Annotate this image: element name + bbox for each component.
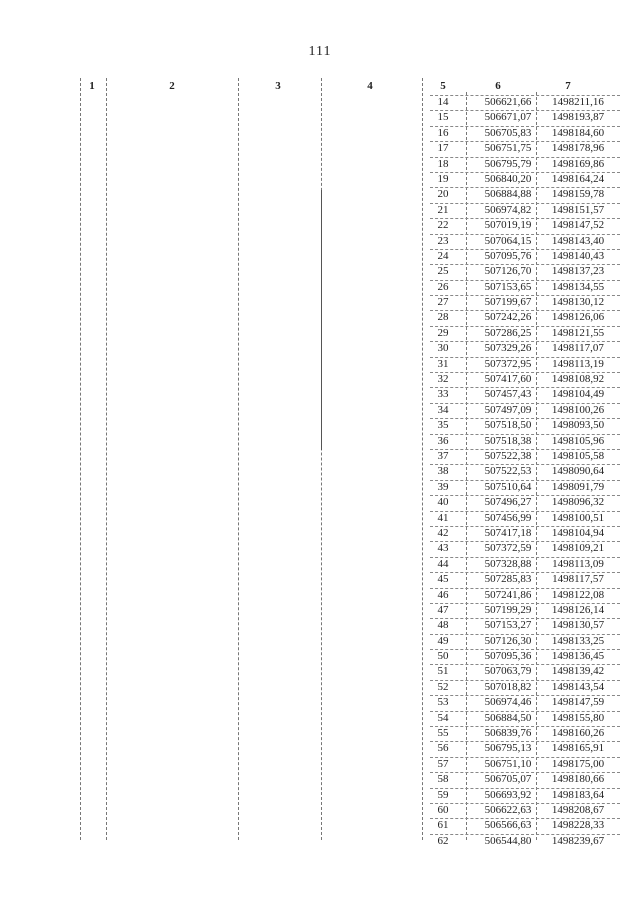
coordinate-y: 1498126,06 (551, 311, 605, 324)
coordinate-x: 506795,79 (484, 157, 532, 170)
coordinate-y: 1498100,51 (551, 511, 605, 524)
coordinate-x: 506839,76 (484, 727, 532, 740)
point-number: 39 (437, 480, 449, 493)
table-row (420, 249, 620, 264)
coordinate-y: 1498143,40 (551, 234, 605, 247)
coordinate-y: 1498104,94 (551, 526, 605, 539)
coordinate-y: 1498147,59 (551, 696, 605, 709)
coordinate-x: 507095,36 (484, 650, 532, 663)
coordinate-x: 507457,43 (484, 388, 532, 401)
point-number: 33 (437, 388, 449, 401)
coordinate-x: 506544,80 (484, 834, 532, 847)
point-number: 31 (437, 357, 449, 370)
table-row (420, 664, 620, 679)
coordinate-y: 1498180,66 (551, 773, 605, 786)
coordinate-x: 506705,07 (484, 773, 532, 786)
coordinate-y: 1498134,55 (551, 280, 605, 293)
column-header-5: 5 (440, 80, 446, 92)
coordinate-y: 1498159,78 (551, 188, 605, 201)
table-row (420, 526, 620, 541)
table-row (420, 218, 620, 233)
table-row (420, 141, 620, 156)
table-row (420, 495, 620, 510)
table-row (420, 326, 620, 341)
table-row (420, 788, 620, 803)
table-row (420, 203, 620, 218)
point-number: 61 (437, 819, 449, 832)
point-number: 17 (437, 142, 449, 155)
table-row (420, 680, 620, 695)
coordinate-x: 507242,26 (484, 311, 532, 324)
point-number: 48 (437, 619, 449, 632)
point-number: 41 (437, 511, 449, 524)
coordinate-y: 1498105,58 (551, 449, 605, 462)
point-number: 44 (437, 557, 449, 570)
table-row (420, 603, 620, 618)
coordinate-x: 506622,63 (484, 803, 532, 816)
point-number: 59 (437, 788, 449, 801)
coordinate-x: 506884,88 (484, 188, 532, 201)
point-number: 57 (437, 757, 449, 770)
point-number: 62 (437, 834, 449, 847)
coordinate-y: 1498091,79 (551, 480, 605, 493)
point-number: 24 (437, 249, 449, 262)
point-number: 32 (437, 373, 449, 386)
coordinate-x: 507241,86 (484, 588, 532, 601)
coordinate-x: 507018,82 (484, 680, 532, 693)
point-number: 25 (437, 265, 449, 278)
coordinate-x: 507417,18 (484, 526, 532, 539)
coordinate-x: 507510,64 (484, 480, 532, 493)
coordinate-x: 507417,60 (484, 373, 532, 386)
table-row (420, 295, 620, 310)
coordinate-x: 507496,27 (484, 496, 532, 509)
coordinate-x: 506974,82 (484, 203, 532, 216)
coordinate-y: 1498109,21 (551, 542, 605, 555)
table-row (420, 803, 620, 818)
column-header-7: 7 (565, 80, 571, 92)
coordinate-x: 507372,95 (484, 357, 532, 370)
coordinate-y: 1498108,92 (551, 373, 605, 386)
coordinate-y: 1498093,50 (551, 419, 605, 432)
table-row (420, 403, 620, 418)
coordinate-y: 1498175,00 (551, 757, 605, 770)
point-number: 49 (437, 634, 449, 647)
coordinate-x: 506751,75 (484, 142, 532, 155)
coordinate-x: 507126,70 (484, 265, 532, 278)
table-row (420, 480, 620, 495)
point-number: 52 (437, 680, 449, 693)
column-header-2: 2 (169, 80, 175, 92)
table-row (420, 157, 620, 172)
point-number: 37 (437, 449, 449, 462)
coordinate-x: 506693,92 (484, 788, 532, 801)
coordinate-x: 506566,63 (484, 819, 532, 832)
coordinate-y: 1498140,43 (551, 249, 605, 262)
point-number: 51 (437, 665, 449, 678)
table-row (420, 434, 620, 449)
table-row (420, 726, 620, 741)
coordinate-y: 1498104,49 (551, 388, 605, 401)
point-number: 54 (437, 711, 449, 724)
coordinate-x: 507285,83 (484, 573, 532, 586)
coordinate-y: 1498169,86 (551, 157, 605, 170)
coordinate-x: 507199,67 (484, 296, 532, 309)
coordinate-x: 507497,09 (484, 403, 532, 416)
coordinate-x: 506671,07 (484, 111, 532, 124)
coordinate-x: 507126,30 (484, 634, 532, 647)
coordinate-x: 507019,19 (484, 219, 532, 232)
table-row (420, 418, 620, 433)
table-row (420, 572, 620, 587)
table-row (420, 126, 620, 141)
coordinate-y: 1498208,67 (551, 803, 605, 816)
coordinate-x: 507199,29 (484, 603, 532, 616)
point-number: 14 (437, 96, 449, 108)
table-row (420, 834, 620, 849)
coordinate-y: 1498113,19 (552, 357, 604, 370)
coordinate-x: 507328,88 (484, 557, 532, 570)
coordinate-y: 1498193,87 (551, 111, 605, 124)
coordinate-y: 1498184,60 (551, 126, 605, 139)
column-header-4: 4 (367, 80, 373, 92)
coordinate-x: 506751,10 (484, 757, 532, 770)
coordinate-y: 1498121,55 (551, 326, 605, 339)
coordinate-x: 507064,15 (484, 234, 532, 247)
point-number: 55 (437, 727, 449, 740)
table-row (420, 464, 620, 479)
coordinate-y: 1498228,33 (551, 819, 605, 832)
coordinate-y: 1498164,24 (551, 172, 605, 185)
coordinate-x: 507063,79 (484, 665, 532, 678)
point-number: 53 (437, 696, 449, 709)
table-row (420, 741, 620, 756)
point-number: 23 (437, 234, 449, 247)
coordinate-y: 1498136,45 (551, 650, 605, 663)
coordinate-x: 507518,38 (484, 434, 532, 447)
table-row (420, 695, 620, 710)
point-number: 20 (437, 188, 449, 201)
coordinate-y: 1498137,23 (551, 265, 605, 278)
point-number: 29 (437, 326, 449, 339)
coordinate-x: 506795,13 (484, 742, 532, 755)
coordinate-y: 1498122,08 (551, 588, 605, 601)
table-row (420, 110, 620, 125)
column-header-3: 3 (275, 80, 281, 92)
coordinate-x: 507372,59 (484, 542, 532, 555)
coordinate-y: 1498147,52 (551, 219, 605, 232)
column-header-6: 6 (495, 80, 501, 92)
table-row (420, 387, 620, 402)
table-row (420, 649, 620, 664)
column-divider (80, 78, 81, 840)
point-number: 58 (437, 773, 449, 786)
coordinate-x: 507329,26 (484, 342, 532, 355)
coordinate-y: 1498239,67 (551, 834, 605, 847)
coordinate-y: 1498211,16 (552, 96, 604, 108)
point-number: 47 (437, 603, 449, 616)
coordinate-y: 1498155,80 (551, 711, 605, 724)
coordinate-y: 1498090,64 (551, 465, 605, 478)
coordinate-y: 1498183,64 (551, 788, 605, 801)
column-divider (106, 78, 107, 840)
table-row (420, 372, 620, 387)
table-row (420, 95, 620, 110)
point-number: 22 (437, 219, 449, 232)
table-row (420, 511, 620, 526)
coordinate-y: 1498117,57 (552, 573, 604, 586)
column-header-1: 1 (89, 80, 95, 92)
table-row (420, 357, 620, 372)
coordinate-rows (420, 95, 620, 849)
coordinate-x: 506884,50 (484, 711, 532, 724)
point-number: 60 (437, 803, 449, 816)
point-number: 34 (437, 403, 449, 416)
coordinate-x: 506974,46 (484, 696, 532, 709)
point-number: 27 (437, 296, 449, 309)
table-row (420, 449, 620, 464)
point-number: 26 (437, 280, 449, 293)
coordinate-y: 1498143,54 (551, 680, 605, 693)
point-number: 16 (437, 126, 449, 139)
point-number: 45 (437, 573, 449, 586)
page-number: 111 (308, 44, 332, 59)
coordinate-y: 1498178,96 (551, 142, 605, 155)
table-row (420, 634, 620, 649)
point-number: 18 (437, 157, 449, 170)
coordinate-x: 507522,53 (484, 465, 532, 478)
table-row (420, 187, 620, 202)
coordinate-y: 1498100,26 (551, 403, 605, 416)
point-number: 28 (437, 311, 449, 324)
point-number: 46 (437, 588, 449, 601)
column-divider (321, 190, 322, 450)
table-row (420, 541, 620, 556)
point-number: 19 (437, 172, 449, 185)
table-row (420, 757, 620, 772)
coordinate-y: 1498117,07 (552, 342, 604, 355)
coordinate-x: 507518,50 (484, 419, 532, 432)
table-row (420, 588, 620, 603)
table-row (420, 172, 620, 187)
table-row (420, 772, 620, 787)
point-number: 42 (437, 526, 449, 539)
coordinate-x: 507153,65 (484, 280, 532, 293)
table-row (420, 711, 620, 726)
coordinate-y: 1498105,96 (551, 434, 605, 447)
point-number: 30 (437, 342, 449, 355)
coordinate-y: 1498130,12 (551, 296, 605, 309)
table-row (420, 557, 620, 572)
coordinate-x: 507286,25 (484, 326, 532, 339)
coordinate-x: 506621,66 (484, 96, 532, 108)
point-number: 36 (437, 434, 449, 447)
table-row (420, 818, 620, 833)
coordinate-x: 506840,20 (484, 172, 532, 185)
coordinate-y: 1498113,09 (552, 557, 604, 570)
coordinate-x: 507095,76 (484, 249, 532, 262)
table-row (420, 264, 620, 279)
table-row (420, 280, 620, 295)
coordinate-y: 1498130,57 (551, 619, 605, 632)
point-number: 43 (437, 542, 449, 555)
table-row (420, 234, 620, 249)
coordinate-x: 506705,83 (484, 126, 532, 139)
coordinate-y: 1498126,14 (551, 603, 605, 616)
point-number: 35 (437, 419, 449, 432)
point-number: 40 (437, 496, 449, 509)
table-row (420, 618, 620, 633)
coordinate-y: 1498165,91 (551, 742, 605, 755)
coordinate-x: 507522,38 (484, 449, 532, 462)
coordinate-y: 1498133,25 (551, 634, 605, 647)
column-divider (238, 78, 239, 840)
coordinate-y: 1498160,26 (551, 727, 605, 740)
coordinate-y: 1498151,57 (551, 203, 605, 216)
point-number: 38 (437, 465, 449, 478)
coordinate-y: 1498139,42 (551, 665, 605, 678)
point-number: 15 (437, 111, 449, 124)
coordinate-y: 1498096,32 (551, 496, 605, 509)
coordinate-x: 507456,99 (484, 511, 532, 524)
point-number: 21 (437, 203, 449, 216)
coordinate-x: 507153,27 (484, 619, 532, 632)
point-number: 50 (437, 650, 449, 663)
table-row (420, 341, 620, 356)
table-row (420, 310, 620, 325)
point-number: 56 (437, 742, 449, 755)
